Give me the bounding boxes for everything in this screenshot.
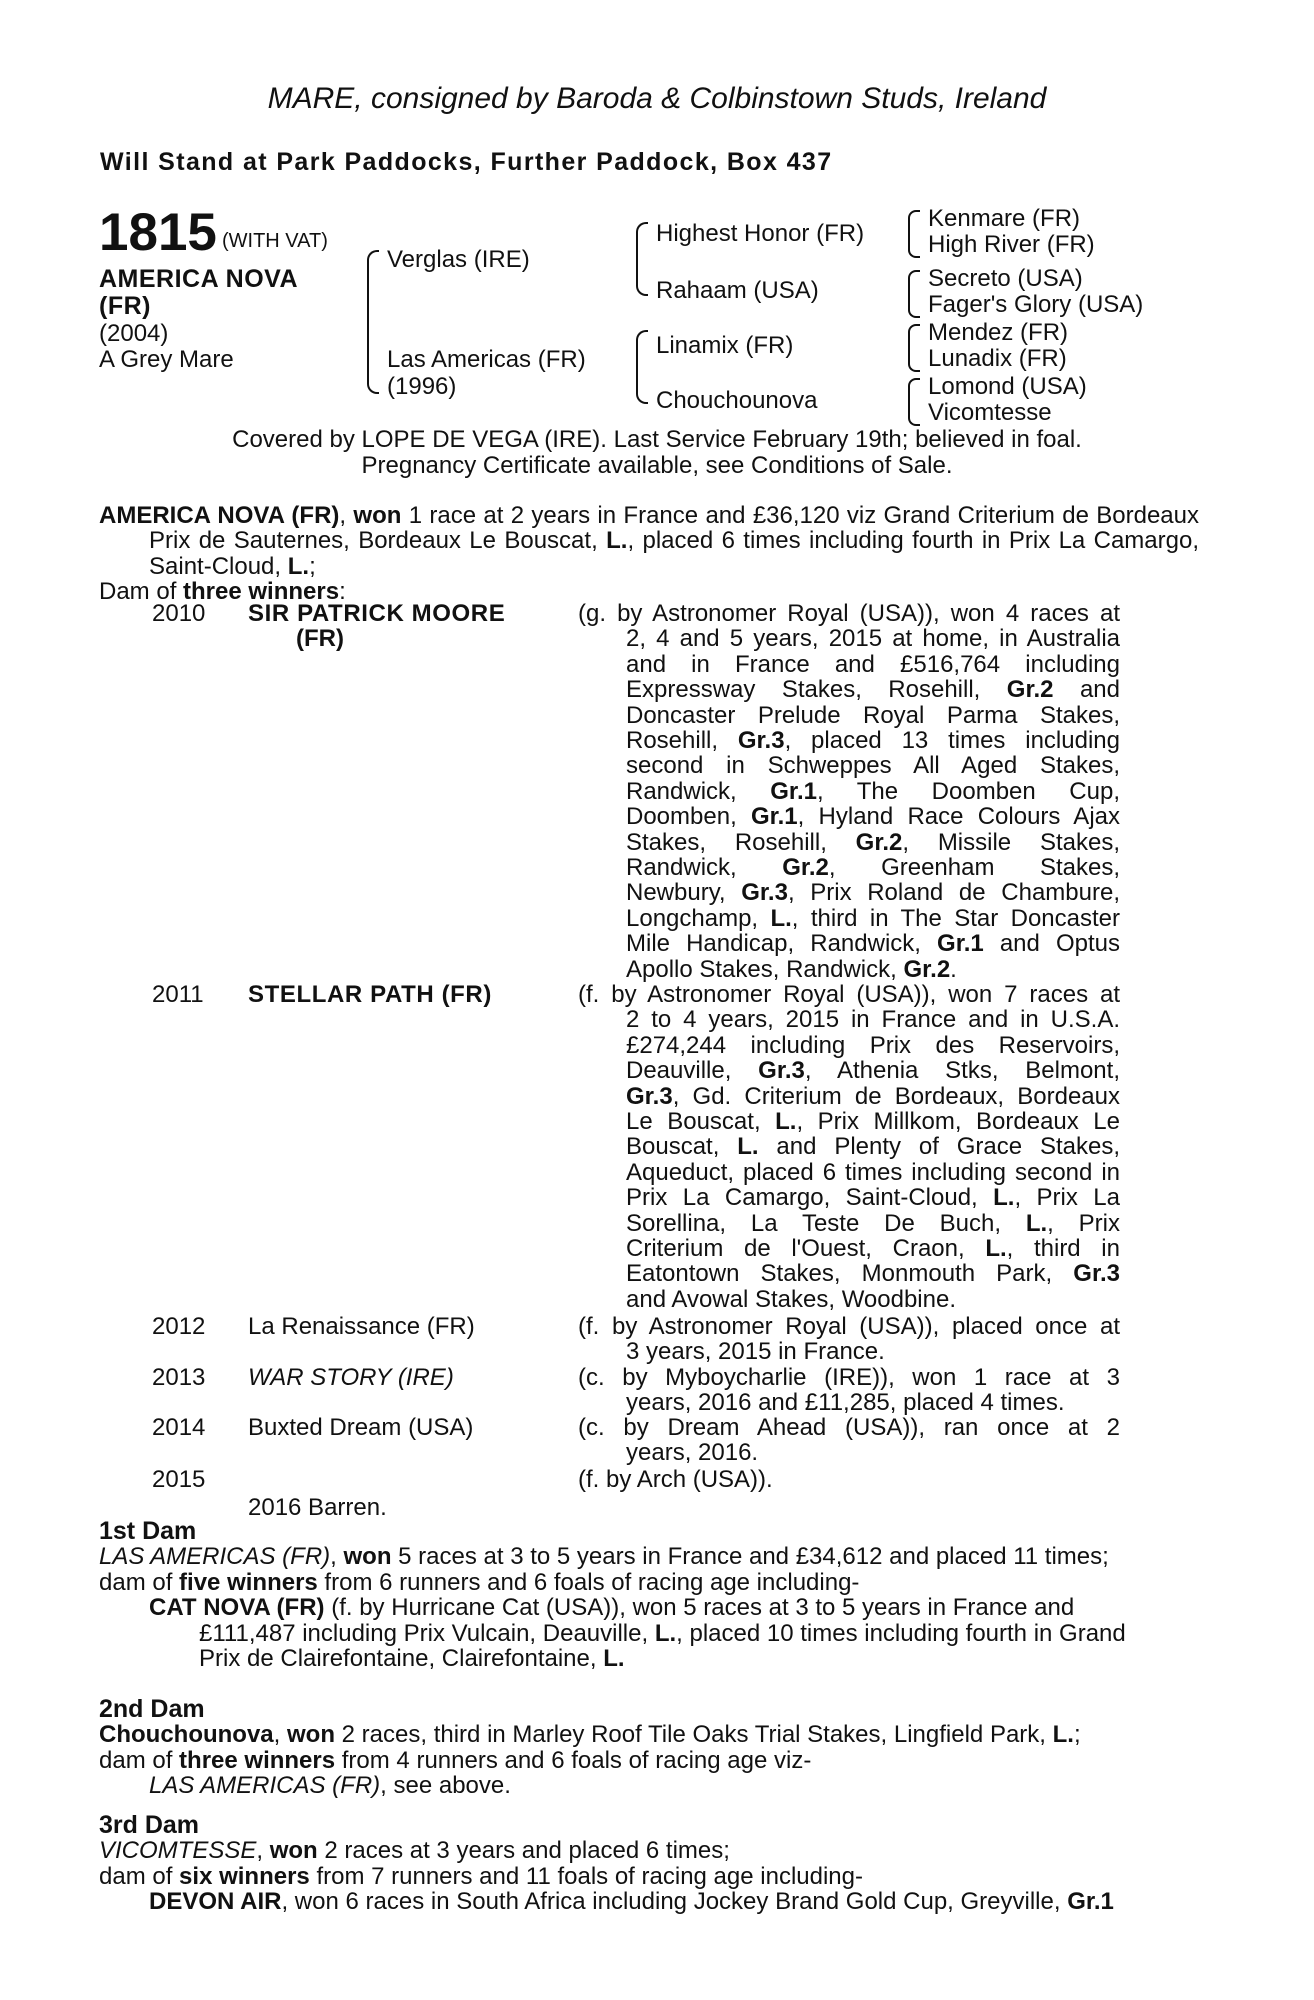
pedigree-sd: Rahaam (USA) [656, 277, 819, 304]
pedigree-brace-dd [908, 378, 920, 426]
pregnancy-note: Pregnancy Certificate available, see Conditions of Sale. [361, 452, 953, 479]
progeny-desc-line: Gr.3, Gd. Criterium de Bordeaux, Bordeaux [626, 1082, 1120, 1110]
pedigree-sds: Secreto (USA) [928, 265, 1083, 292]
pedigree-dam: Las Americas (FR) [387, 346, 586, 373]
first-dam-name: LAS AMERICAS (FR) [99, 1543, 331, 1571]
pedigree-dd: Chouchounova [656, 387, 818, 414]
progeny-desc-line: 2, 4 and 5 years, 2015 at home, in Australia [626, 625, 1120, 653]
progeny-year: 2014 [152, 1414, 206, 1441]
pedigree-brace-sd [908, 270, 920, 318]
third-dam-won: won [269, 1837, 318, 1865]
progeny-desc-line: Randwick, Gr.2, Greenham Stakes, [626, 854, 1120, 881]
progeny-desc-line: Randwick, Gr.1, The Doomben Cup, [626, 777, 1120, 805]
progeny-desc-line: Mile Handicap, Randwick, Gr.1 and Optus [626, 930, 1120, 958]
second-dam-text: 2 races, third in Marley Roof Tile Oaks Trial Stakes, Lingfield Park, [335, 1721, 1053, 1749]
pedigree-brace-main [367, 250, 379, 394]
pedigree-ds: Linamix (FR) [656, 332, 794, 359]
horse-description: A Grey Mare [99, 346, 234, 373]
mare-summary: AMERICA NOVA (FR), won 1 race at 2 years in France and £36,120 viz Grand Criterium de Bordeaux Prix de Sauternes, Bordeaux Le Bouscat, L., placed 6 times including fourth in Prix La Camargo, Saint-Cloud, L.; Dam of three winners: [99, 502, 1200, 606]
summary-text-3: ; [309, 552, 316, 580]
stand-location: Will Stand at Park Paddocks, Further Paddock, Box 437 [100, 148, 833, 176]
first-dam-progeny-text-2: £111,487 including Prix Vulcain, Deauville, [199, 1619, 655, 1647]
pedigree-brace-dam [636, 330, 648, 404]
first-dam-section: 1st Dam LAS AMERICAS (FR), won 5 races at 3 to 5 years in France and £34,612 and placed 11 times; dam of five winners from 6 runners and 6 foals of racing age including- CAT NOVA (FR) (f. by Hurricane Cat (USA)), won 5 races at 3 to 5 years in France and £111,487 including Prix Vulcain, Deauville, L., placed 10 times including fourth in Grand Prix de Clairefontaine, Clairefontaine, L. [99, 1519, 1199, 1671]
pedigree-ss: Highest Honor (FR) [656, 220, 865, 247]
third-dam-dam-of-bold: six winners [179, 1862, 310, 1890]
first-dam-title: 1st Dam [99, 1517, 197, 1545]
second-dam-section: 2nd Dam Chouchounova, won 2 races, third in Marley Roof Tile Oaks Trial Stakes, Lingfield Park, L.; dam of three winners from 4 runners and 6 foals of racing age viz- LAS AMERICAS (FR), see above. [99, 1697, 1199, 1799]
progeny-desc-line: Deauville, Gr.3, Athenia Stks, Belmont, [626, 1057, 1120, 1085]
progeny-desc-line: Le Bouscat, L., Prix Millkom, Bordeaux Le [626, 1108, 1120, 1135]
sale-header-title: MARE, consigned by Baroda & Colbinstown Studs, Ireland [267, 82, 1047, 115]
progeny-desc-line: Bouscat, L. and Plenty of Grace Stakes, [626, 1133, 1120, 1161]
progeny-desc-first: (c. by Myboycharlie (IRE)), won 1 race at 3 [578, 1364, 1120, 1391]
first-dam-won: won [343, 1543, 392, 1571]
progeny-desc-line: Stakes, Rosehill, Gr.2, Missile Stakes, [626, 828, 1120, 856]
progeny-name: La Renaissance (FR) [248, 1313, 475, 1340]
summary-text-2: , placed 6 times including fourth in Prix La Camargo, Saint-Cloud, [149, 527, 1200, 580]
summary-name: AMERICA NOVA (FR) [99, 502, 340, 529]
progeny-desc-first: (f. by Astronomer Royal (USA)), placed once at [578, 1313, 1120, 1340]
pedigree-ddd: Vicomtesse [928, 399, 1052, 426]
second-dam-title: 2nd Dam [99, 1695, 205, 1723]
vat-note: (WITH VAT) [222, 230, 328, 252]
pedigree-sdd: Fager's Glory (USA) [928, 291, 1144, 318]
third-dam-progeny-text: , won 6 races in South Africa including Jockey Brand Gold Cup, Greyville, [281, 1888, 1068, 1916]
lot-number: 1815 [99, 203, 217, 262]
third-dam-title: 3rd Dam [99, 1811, 200, 1839]
progeny-desc-line: Rosehill, Gr.3, placed 13 times including [626, 727, 1120, 754]
progeny-desc-line: Apollo Stakes, Randwick, Gr.2. [626, 955, 957, 983]
progeny-name: Buxted Dream (USA) [248, 1414, 474, 1441]
progeny-desc-line: Prix La Camargo, Saint-Cloud, L., Prix La [626, 1184, 1120, 1212]
first-dam-progeny-listed-1: L. [654, 1619, 677, 1647]
progeny-desc-line: Eatontown Stakes, Monmouth Park, Gr.3 [626, 1260, 1120, 1288]
first-dam-progeny-text-1: (f. by Hurricane Cat (USA)), won 5 races at 3 to 5 years in France and [324, 1594, 1075, 1622]
progeny-desc-line: Expressway Stakes, Rosehill, Gr.2 and [626, 676, 1120, 704]
pedigree-dds: Lomond (USA) [928, 373, 1087, 400]
progeny-desc-line: 3 years, 2015 in France. [626, 1338, 885, 1366]
third-dam-text: 2 races at 3 years and placed 6 times; [317, 1837, 730, 1865]
progeny-desc-line: second in Schweppes All Aged Stakes, [626, 752, 1120, 780]
progeny-year: 2012 [152, 1313, 206, 1340]
progeny-desc-line: Longchamp, L., third in The Star Doncaster [626, 904, 1120, 932]
pedigree-dam-year: (1996) [387, 373, 457, 400]
progeny-name: STELLAR PATH (FR) [248, 981, 492, 1008]
third-dam-dam-of-post: from 7 runners and 11 foals of racing age including- [309, 1862, 863, 1890]
progeny-year: 2011 [152, 981, 204, 1008]
third-dam-dam-of-pre: dam of [99, 1862, 180, 1890]
summary-won: won [353, 502, 402, 529]
pedigree-sire: Verglas (IRE) [387, 246, 530, 273]
progeny-year: 2015 [152, 1466, 206, 1493]
second-dam-dam-of-post: from 4 runners and 6 foals of racing age viz- [335, 1746, 812, 1774]
horse-name: AMERICA NOVA [99, 265, 299, 293]
progeny-desc-line: Newbury, Gr.3, Prix Roland de Chambure, [626, 879, 1120, 907]
dam-of-post: : [339, 578, 346, 606]
progeny-desc-first: (f. by Astronomer Royal (USA)), won 7 races at [578, 981, 1120, 1008]
summary-listed-1: L. [606, 527, 628, 555]
progeny-name: SIR PATRICK MOORE [248, 600, 506, 627]
progeny-desc-line: £274,244 including Prix des Reservoirs, [626, 1031, 1120, 1059]
second-dam-dam-of-bold: three winners [179, 1746, 336, 1774]
second-dam-text-2: ; [1073, 1721, 1081, 1749]
covering-line: Covered by LOPE DE VEGA (IRE). Last Service February 19th; believed in foal. [232, 426, 1082, 453]
progeny-year: 2013 [152, 1364, 206, 1391]
second-dam-progeny-post: , see above. [380, 1772, 511, 1800]
dam-of-pre: Dam of [99, 578, 184, 606]
pedigree-brace-sire [636, 222, 648, 296]
second-dam-progeny: LAS AMERICAS (FR) [149, 1772, 381, 1800]
pedigree-dss: Mendez (FR) [928, 319, 1069, 346]
dam-of-bold: three winners [183, 578, 340, 606]
second-dam-listed: L. [1052, 1721, 1074, 1749]
first-dam-progeny-listed-2: L. [603, 1645, 625, 1673]
barren-note: 2016 Barren. [248, 1494, 387, 1521]
summary-listed-2: L. [287, 552, 310, 580]
third-dam-section: 3rd Dam VICOMTESSE, won 2 races at 3 years and placed 6 times; dam of six winners from 7 runners and 11 foals of racing age including- DEVON AIR, won 6 races in South Africa including Jockey Brand Gold Cup, Greyville, Gr.1 [99, 1813, 1219, 1915]
pedigree-brace-ds [908, 324, 920, 372]
pedigree-dsd: Lunadix (FR) [928, 345, 1067, 372]
progeny-desc-line: 2 to 4 years, 2015 in France and in U.S.A. [626, 1006, 1120, 1034]
progeny-desc-line: Doomben, Gr.1, Hyland Race Colours Ajax [626, 803, 1120, 831]
pedigree-ssd: High River (FR) [928, 231, 1095, 258]
second-dam-dam-of-pre: dam of [99, 1746, 180, 1774]
progeny-year: 2010 [152, 600, 206, 627]
progeny-name-country: (FR) [296, 625, 344, 653]
first-dam-progeny-name: CAT NOVA (FR) [149, 1594, 325, 1622]
progeny-desc-line: and Avowal Stakes, Woodbine. [626, 1285, 956, 1313]
progeny-desc-first: (f. by Arch (USA)). [578, 1466, 773, 1493]
progeny-desc-line: Doncaster Prelude Royal Parma Stakes, [626, 701, 1120, 729]
progeny-desc-line: Criterium de l'Ouest, Craon, L., third in [626, 1235, 1120, 1262]
progeny-desc-line: and in France and £516,764 including [626, 650, 1120, 678]
first-dam-dam-of-post: from 6 runners and 6 foals of racing age including- [317, 1568, 860, 1596]
horse-name-country: (FR) [99, 292, 151, 320]
progeny-desc-line: Sorellina, La Teste De Buch, L., Prix [626, 1209, 1120, 1237]
second-dam-won: won [287, 1721, 335, 1749]
summary-text: 1 race at 2 years in France and £36,120 viz Grand Criterium de Bordeaux Prix de Sauternes, Bordeaux Le Bouscat, [149, 502, 1199, 555]
progeny-desc-line: years, 2016. [626, 1439, 759, 1467]
pedigree-brace-ss [908, 210, 920, 258]
second-dam-name: Chouchounova [99, 1721, 274, 1749]
pedigree-sss: Kenmare (FR) [928, 205, 1081, 232]
progeny-name: WAR STORY (IRE) [248, 1364, 454, 1391]
first-dam-progeny-text-3: , placed 10 times including fourth in Grand [676, 1619, 1126, 1647]
third-dam-progeny-grade: Gr.1 [1067, 1888, 1114, 1916]
first-dam-dam-of-bold: five winners [179, 1568, 318, 1596]
progeny-desc-line: Aqueduct, placed 6 times including second in [626, 1158, 1120, 1186]
horse-year: (2004) [99, 320, 169, 347]
progeny-desc-first: (g. by Astronomer Royal (USA)), won 4 races at [578, 600, 1120, 627]
progeny-desc-first: (c. by Dream Ahead (USA)), ran once at 2 [578, 1414, 1120, 1441]
progeny-desc-line: years, 2016 and £11,285, placed 4 times. [626, 1389, 1065, 1417]
third-dam-progeny-name: DEVON AIR [149, 1888, 282, 1916]
third-dam-name: VICOMTESSE [99, 1837, 257, 1865]
first-dam-progeny-text-4: Prix de Clairefontaine, Clairefontaine, [199, 1645, 604, 1673]
first-dam-text: 5 races at 3 to 5 years in France and £34,612 and placed 11 times; [391, 1543, 1109, 1571]
first-dam-dam-of-pre: dam of [99, 1568, 180, 1596]
